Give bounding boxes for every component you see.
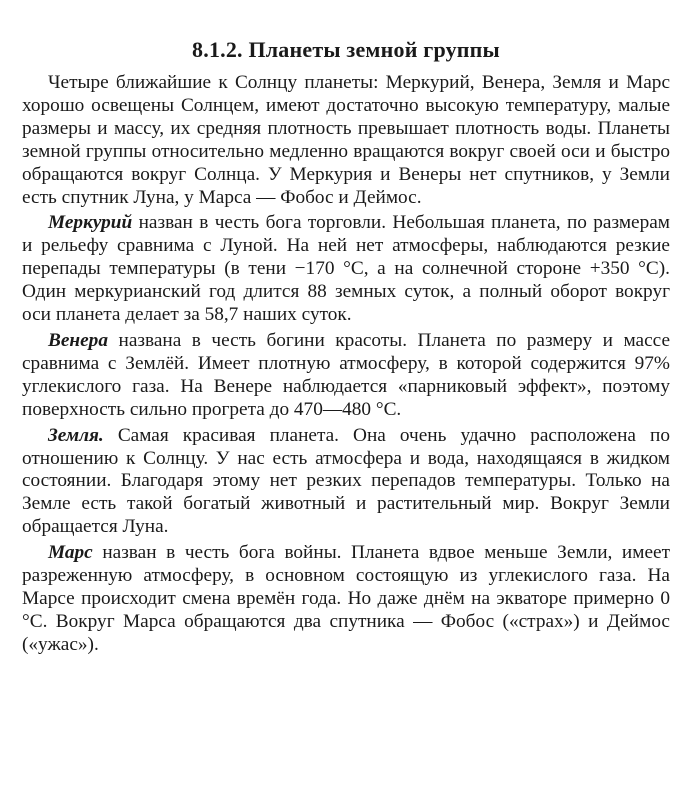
intro-paragraph: Четыре ближайшие к Солнцу планеты: Меркурий, Венера, Земля и Марс хорошо освещены Солнцем, имеют достаточно высокую температуру, малые размеры и массу, их средняя плотность превышает плотность воды. Планеты земной группы относительно медленно вращаются вокруг своей оси и быстро обращаются вокруг Солнца. У Меркурия и Венеры нет спутников, у Земли есть спутник Луна, у Марса — Фобос и Деймос. xyxy=(22,72,670,208)
term-mars: Марс xyxy=(48,542,93,564)
term-venus: Венера xyxy=(48,329,108,351)
text-mars: назван в честь бога войны. Планета вдвое меньше Земли, имеет разреженную атмосферу, в основном состоящую из углекислого газа. На Марсе происходит смена времён года. Но даже днём на экваторе примерно 0 °C. Вокруг Марса обращаются два спутника — Фобос («страх») и Деймос («ужас»). xyxy=(22,542,670,655)
paragraph-earth xyxy=(22,425,670,540)
paragraph-mercury xyxy=(22,212,670,327)
section-heading: 8.1.2. Планеты земной группы xyxy=(192,37,500,62)
term-mercury: Меркурий xyxy=(48,212,133,234)
text-venus: названа в честь богини красоты. Планета по размеру и массе сравнима с Землёй. Имеет плотную атмосферу, в которой содержится 97% углекислого газа. На Венере наблюдается «парниковый эффект», поэтому поверхность сильно прогрета до 470—480 °C. xyxy=(22,329,670,420)
text-mercury: назван в честь бога торговли. Небольшая планета, по размерам и рельефу сравнима с Луной. На ней нет атмосферы, наблюдаются резкие перепады температуры (в тени −170 °C, а на солнечной стороне +350 °C). Один меркурианский год длится 88 земных суток, а полный оборот вокруг оси планета делает за 58,7 наших суток. xyxy=(22,212,670,326)
paragraph-venus xyxy=(22,330,670,422)
paragraph-mars xyxy=(22,542,670,657)
term-earth: Земля. xyxy=(48,424,104,446)
text-earth: Самая красивая планета. Она очень удачно расположена по отношению к Солнцу. У нас есть атмосфера и вода, находящаяся в жидком состоянии. Благодаря этому нет резких перепадов температуры. Только на Земле есть такой богатый животный и растительный мир. Вокруг Земли обращается Луна. xyxy=(22,424,670,538)
